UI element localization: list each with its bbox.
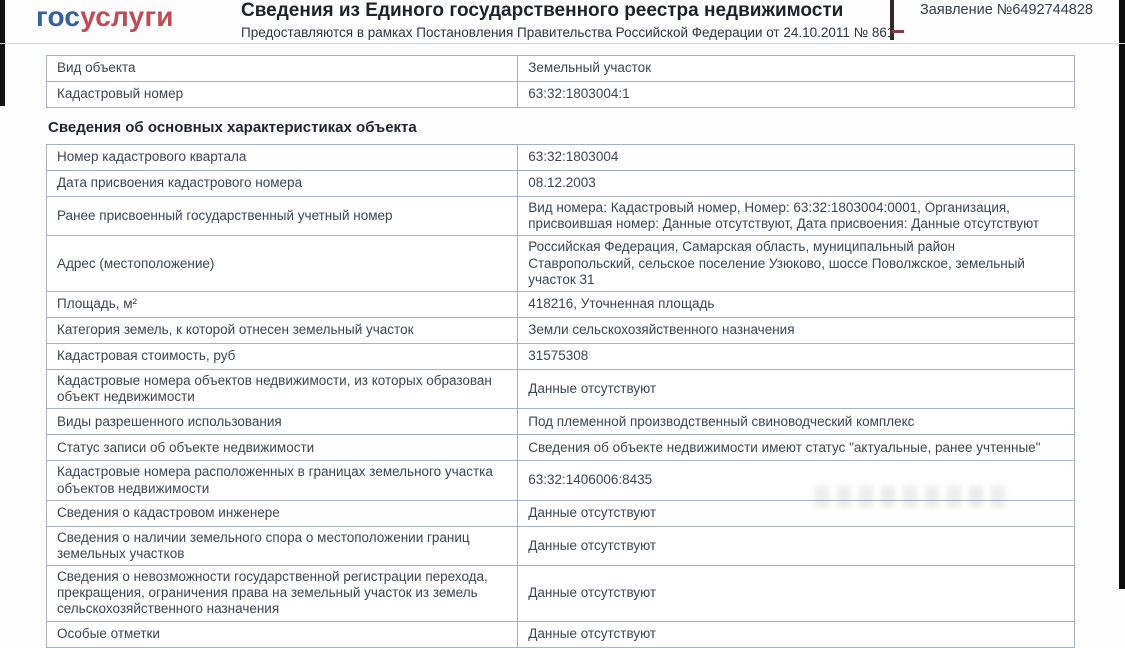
table-row <box>47 317 1075 343</box>
row-value: Данные отсутствуют <box>518 526 1075 565</box>
table-row <box>47 435 1075 461</box>
row-value: Данные отсутствуют <box>518 500 1075 526</box>
photo-edge-left <box>0 0 5 106</box>
document-header <box>241 0 921 41</box>
row-label: Ранее присвоенный государственный учетный номер <box>47 197 518 236</box>
row-value: 08.12.2003 <box>518 171 1075 197</box>
row-value: Земельный участок <box>518 56 1075 82</box>
row-label: Кадастровые номера объектов недвижимости, из которых образован объект недвижимости <box>47 369 518 408</box>
table-row <box>47 621 1075 647</box>
row-label: Сведения о наличии земельного спора о местоположении границ земельных участков <box>47 526 518 565</box>
header-divider <box>0 43 1125 44</box>
row-value: 63:32:1803004 <box>518 145 1075 171</box>
row-label: Кадастровые номера расположенных в границах земельного участка объектов недвижимости <box>47 461 518 500</box>
object-summary-table <box>46 55 1075 108</box>
gosuslugi-logo <box>36 1 174 33</box>
row-label: Виды разрешенного использования <box>47 409 518 435</box>
row-value: Данные отсутствуют <box>518 621 1075 647</box>
row-label: Вид объекта <box>47 56 518 82</box>
table-row <box>47 526 1075 565</box>
row-value: Вид номера: Кадастровый номер, Номер: 63:32:1803004:0001, Организация, присвоившая номер: Данные отсутствуют, Дата присвоения: Данные отсутствуют <box>518 197 1075 236</box>
table-row <box>47 291 1075 317</box>
row-value: 63:32:1803004:1 <box>518 82 1075 108</box>
row-value: 418216, Уточненная площадь <box>518 291 1075 317</box>
row-value: Данные отсутствуют <box>518 369 1075 408</box>
table-row <box>47 236 1075 292</box>
row-label: Дата присвоения кадастрового номера <box>47 171 518 197</box>
row-label: Статус записи об объекте недвижимости <box>47 435 518 461</box>
document-title: Сведения из Единого государственного реестра недвижимости <box>241 0 844 21</box>
row-value: Российская Федерация, Самарская область, муниципальный район Ставропольский, сельское поселение Узюково, шоссе Поволжское, земельный участок 31 <box>518 236 1075 292</box>
table-row <box>47 461 1075 500</box>
row-label: Сведения о невозможности государственной регистрации перехода, прекращения, ограничения права на земельный участок из земель сельскохозяйственного назначения <box>47 566 518 622</box>
row-value: Земли сельскохозяйственного назначения <box>518 317 1075 343</box>
row-label: Адрес (местоположение) <box>47 236 518 292</box>
table-row <box>47 145 1075 171</box>
table-row <box>47 369 1075 408</box>
table-row <box>47 343 1075 369</box>
logo-text-gos: гос <box>36 1 81 32</box>
row-label: Сведения о кадастровом инженере <box>47 500 518 526</box>
row-label: Номер кадастрового квартала <box>47 145 518 171</box>
row-label: Категория земель, к которой отнесен земельный участок <box>47 317 518 343</box>
table-row <box>47 56 1075 82</box>
document-body <box>46 55 1075 648</box>
table-row <box>47 566 1075 622</box>
row-value: 63:32:1406006:8435 <box>518 461 1075 500</box>
table-row <box>47 409 1075 435</box>
table-row <box>47 171 1075 197</box>
table-row <box>47 500 1075 526</box>
main-characteristics-table <box>46 144 1075 648</box>
row-label: Кадастровый номер <box>47 82 518 108</box>
row-value: Под племенной производственный свиноводческий комплекс <box>518 409 1075 435</box>
table-row <box>47 82 1075 108</box>
photo-edge-right <box>1119 0 1125 589</box>
row-value: Данные отсутствуют <box>518 566 1075 622</box>
document-subtitle: Предоставляются в рамках Постановления Правительства Российской Федерации от 24.10.2011 № 861 <box>241 25 895 40</box>
table-row <box>47 197 1075 236</box>
row-label: Площадь, м² <box>47 291 518 317</box>
row-label: Особые отметки <box>47 621 518 647</box>
logo-text-uslugi: услуги <box>80 1 174 32</box>
section-title: Сведения об основных характеристиках объекта <box>48 119 417 136</box>
application-number: Заявление №6492744828 <box>920 2 1093 18</box>
row-label: Кадастровая стоимость, руб <box>47 343 518 369</box>
row-value: 31575308 <box>518 343 1075 369</box>
row-value: Сведения об объекте недвижимости имеют статус "актуальные, ранее учтенные" <box>518 435 1075 461</box>
